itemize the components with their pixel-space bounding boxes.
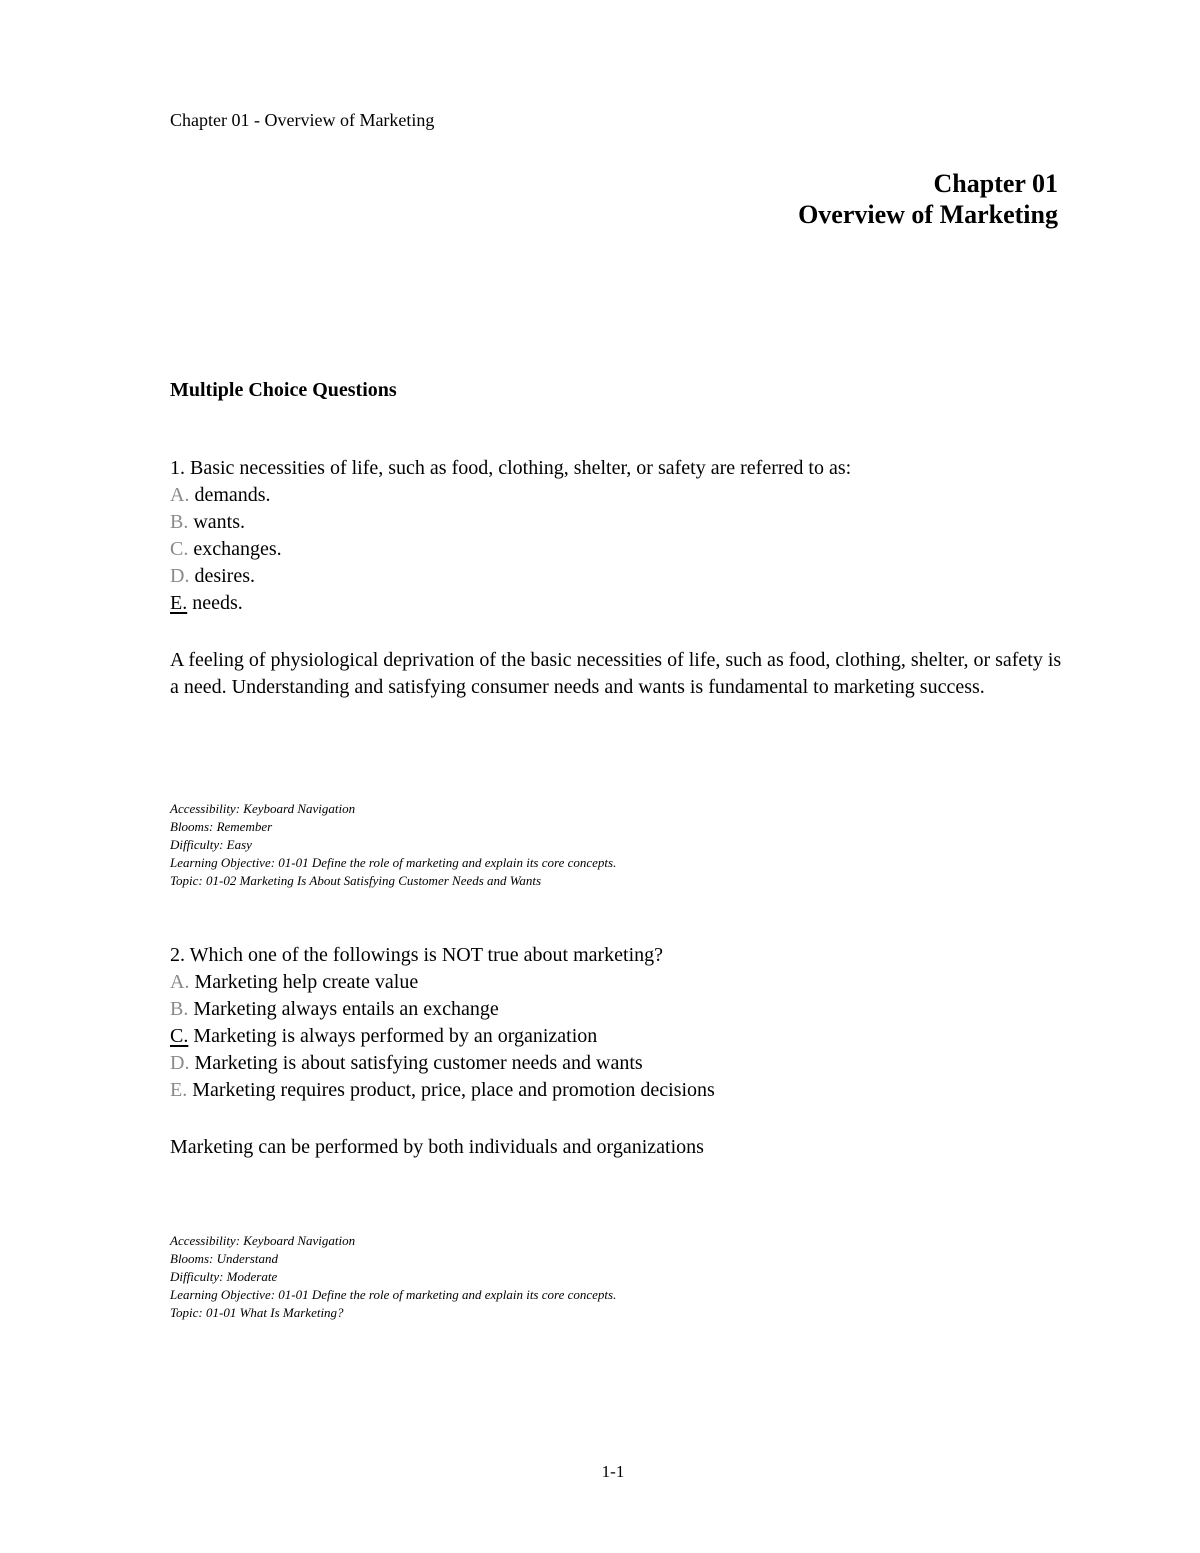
option-text: Marketing is always performed by an organization <box>188 1025 598 1047</box>
meta-topic: Topic: 01-01 What Is Marketing? <box>170 1305 344 1320</box>
meta-topic: Topic: 01-02 Marketing Is About Satisfying Customer Needs and Wants <box>170 873 542 888</box>
meta-blooms: Blooms: Understand <box>170 1251 278 1266</box>
meta-learning-objective: Learning Objective: 01-01 Define the role of marketing and explain its core concepts. <box>170 1287 617 1302</box>
option-letter: B. <box>170 511 189 533</box>
option-a <box>170 482 1070 509</box>
option-letter: A. <box>170 484 190 506</box>
option-text: Marketing is about satisfying customer needs and wants <box>189 1052 643 1074</box>
correct-answer-letter: E. <box>170 592 188 614</box>
question-metadata <box>170 800 616 890</box>
question-2 <box>170 942 1070 1161</box>
option-text: desires. <box>189 565 255 587</box>
option-text: Marketing always entails an exchange <box>188 998 499 1020</box>
meta-learning-objective: Learning Objective: 01-01 Define the role of marketing and explain its core concepts. <box>170 855 617 870</box>
question-1 <box>170 455 1070 701</box>
question-stem: 1. Basic necessities of life, such as food, clothing, shelter, or safety are referred to as: <box>170 457 852 479</box>
meta-accessibility: Accessibility: Keyboard Navigation <box>170 801 356 816</box>
option-text: Marketing requires product, price, place and promotion decisions <box>187 1079 715 1101</box>
option-text: Marketing help create value <box>189 971 419 993</box>
title-block <box>798 168 1058 230</box>
option-b <box>170 509 1070 536</box>
option-letter: B. <box>170 998 189 1020</box>
option-letter: A. <box>170 971 190 993</box>
option-e <box>170 1077 1070 1104</box>
meta-accessibility: Accessibility: Keyboard Navigation <box>170 1233 356 1248</box>
option-text: wants. <box>188 511 246 533</box>
question-stem: 2. Which one of the followings is NOT true about marketing? <box>170 944 664 966</box>
option-text: exchanges. <box>188 538 282 560</box>
option-c <box>170 536 1070 563</box>
option-text: demands. <box>189 484 271 506</box>
answer-explanation: A feeling of physiological deprivation of the basic necessities of life, such as food, clothing, shelter, or safety is a need. Understanding and satisfying consumer needs and wants is fundamental to marketing success. <box>170 649 1062 698</box>
page-number: 1-1 <box>601 1462 625 1481</box>
option-d <box>170 563 1070 590</box>
option-letter: D. <box>170 565 190 587</box>
option-letter: C. <box>170 538 189 560</box>
meta-difficulty: Difficulty: Easy <box>170 837 252 852</box>
option-letter: E. <box>170 1079 188 1101</box>
answer-explanation: Marketing can be performed by both individuals and organizations <box>170 1136 704 1158</box>
option-a <box>170 969 1070 996</box>
option-b <box>170 996 1070 1023</box>
meta-blooms: Blooms: Remember <box>170 819 273 834</box>
option-letter: D. <box>170 1052 190 1074</box>
correct-answer-letter: C. <box>170 1025 189 1047</box>
option-text: needs. <box>187 592 243 614</box>
chapter-title: Overview of Marketing <box>798 200 1058 229</box>
option-d <box>170 1050 1070 1077</box>
chapter-number: Chapter 01 <box>933 169 1058 198</box>
option-c <box>170 1023 1070 1050</box>
section-heading: Multiple Choice Questions <box>170 379 397 401</box>
option-e <box>170 590 1070 617</box>
meta-difficulty: Difficulty: Moderate <box>170 1269 278 1284</box>
question-metadata <box>170 1232 616 1322</box>
running-header: Chapter 01 - Overview of Marketing <box>170 110 435 130</box>
